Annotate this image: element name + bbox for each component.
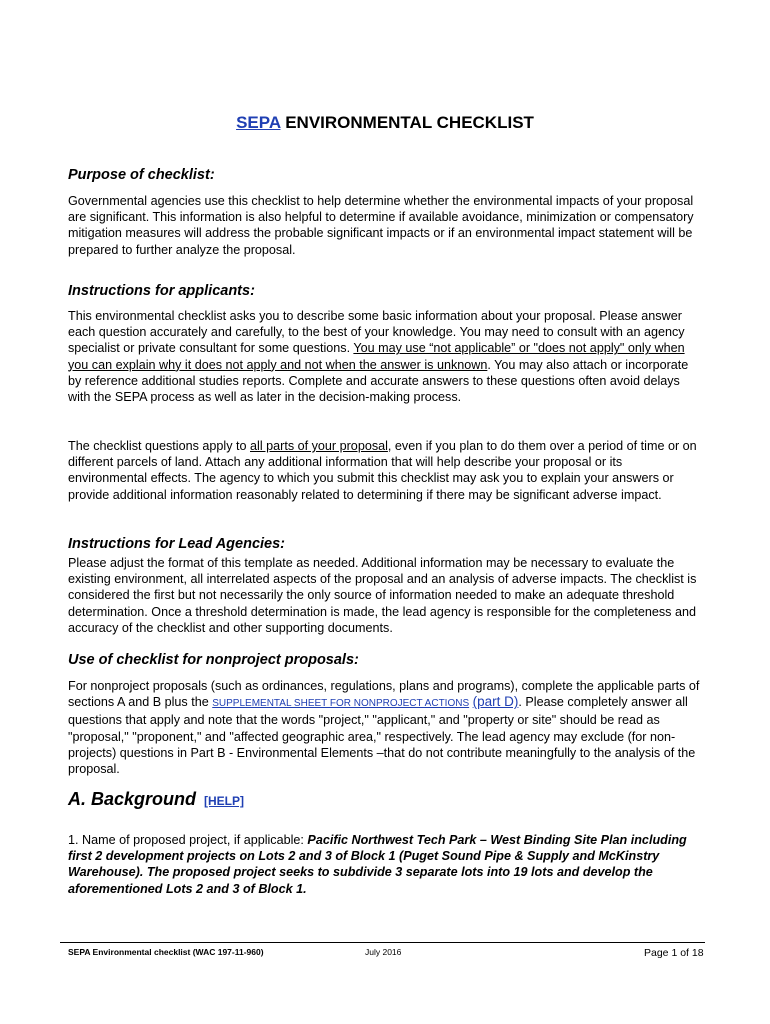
background-heading-text: A. Background — [68, 789, 197, 809]
sepa-link[interactable]: SEPA — [236, 113, 281, 132]
purpose-heading: Purpose of checklist: — [68, 167, 215, 183]
footer-form-name: SEPA Environmental checklist (WAC 197-11-960) — [68, 947, 264, 957]
applicants-p1-b: . You may also attach or incorporate by reference additional studies reports. Complete and accurate answers to these questions often avoid delays with the SEPA process as well as later in the decision-making process. — [68, 357, 689, 405]
question-1-answer: Pacific Northwest Tech Park – West Binding Site Plan including first 2 development projects on Lots 2 and 3 of Block 1 (Puget Sound Pipe & Supply and McKinstry Warehouse). The proposed project seeks to subdivide 3 separate lots into 19 lots and develop the aforementioned Lots 2 and 3 of Block 1. — [68, 833, 687, 896]
nonproject-text — [68, 678, 702, 777]
footer-divider — [60, 942, 705, 943]
purpose-text: Governmental agencies use this checklist to help determine whether the environmental impacts of your proposal are significant. This information is also helpful to determine if available avoidance, minimization or compensatory mitigation measures will address the probable significant impacts or if an environmental impact statement will be prepared to further analyze the proposal. — [68, 194, 694, 257]
question-1 — [68, 832, 702, 897]
title-text: ENVIRONMENTAL CHECKLIST — [285, 113, 534, 132]
help-link[interactable]: [HELP] — [204, 794, 245, 808]
part-d-link[interactable]: (part D) — [472, 694, 519, 710]
lead-agencies-text: Please adjust the format of this template as needed. Additional information may be necessary to evaluate the existing environment, all interrelated aspects of the proposal and an analysis of adverse impacts. The checklist is considered the first but not necessarily the only source of information needed to make an adequate threshold determination. Once a threshold determination is made, the lead agency is responsible for the completeness and accuracy of the checklist and other supporting documents. — [68, 556, 697, 635]
applicants-paragraph-1 — [68, 308, 702, 405]
applicants-p2-b: , even if you plan to do them over a period of time or on different parcels of land. Attach any additional information that will help describe your proposal or its environmental effects. The agency to which you submit this checklist may ask you to explain your answers or provide additional information reasonably related to determining if there may be significant adverse impact. — [68, 439, 697, 502]
nonproject-text-a: For nonproject proposals (such as ordinances, regulations, plans and programs), complete the applicable parts of sections A and B plus the — [68, 679, 700, 710]
applicants-paragraph-2 — [68, 438, 702, 503]
nonproject-text-b: . Please completely answer all questions that apply and note that the words "project," "applicant," and "property or site" should be read as "proposal," "proponent," and "affected geographic area," respectively. The lead agency may exclude (for non-projects) questions in Part B - Environmental Elements –that do not contribute meaningfully to the analysis of the proposal. — [68, 695, 696, 777]
applicants-heading: Instructions for applicants: — [68, 283, 255, 299]
applicants-p1-a: This environmental checklist asks you to describe some basic information about your proposal. Please answer each question accurately and carefully, to the best of your knowledge. You may need to consult with an agency specialist or private consultant for some questions. — [68, 309, 685, 356]
nonproject-heading: Use of checklist for nonproject proposals: — [68, 652, 359, 668]
footer-date: July 2016 — [365, 947, 402, 957]
background-heading — [68, 789, 244, 810]
applicants-p2-underlined: all parts of your proposal — [250, 439, 388, 453]
question-1-label: 1. Name of proposed project, if applicable: — [68, 833, 308, 847]
supplemental-sheet-link[interactable]: SUPPLEMENTAL SHEET FOR NONPROJECT ACTIONS — [212, 698, 470, 710]
applicants-p1-underlined: You may use “not applicable” or "does not apply" only when you can explain why it does not apply and not when the answer is unknown — [68, 341, 685, 372]
lead-agencies-heading: Instructions for Lead Agencies: — [68, 536, 285, 552]
footer-page-number: Page 1 of 18 — [644, 947, 704, 959]
applicants-p2-a: The checklist questions apply to — [68, 439, 251, 453]
page-title — [68, 113, 702, 133]
